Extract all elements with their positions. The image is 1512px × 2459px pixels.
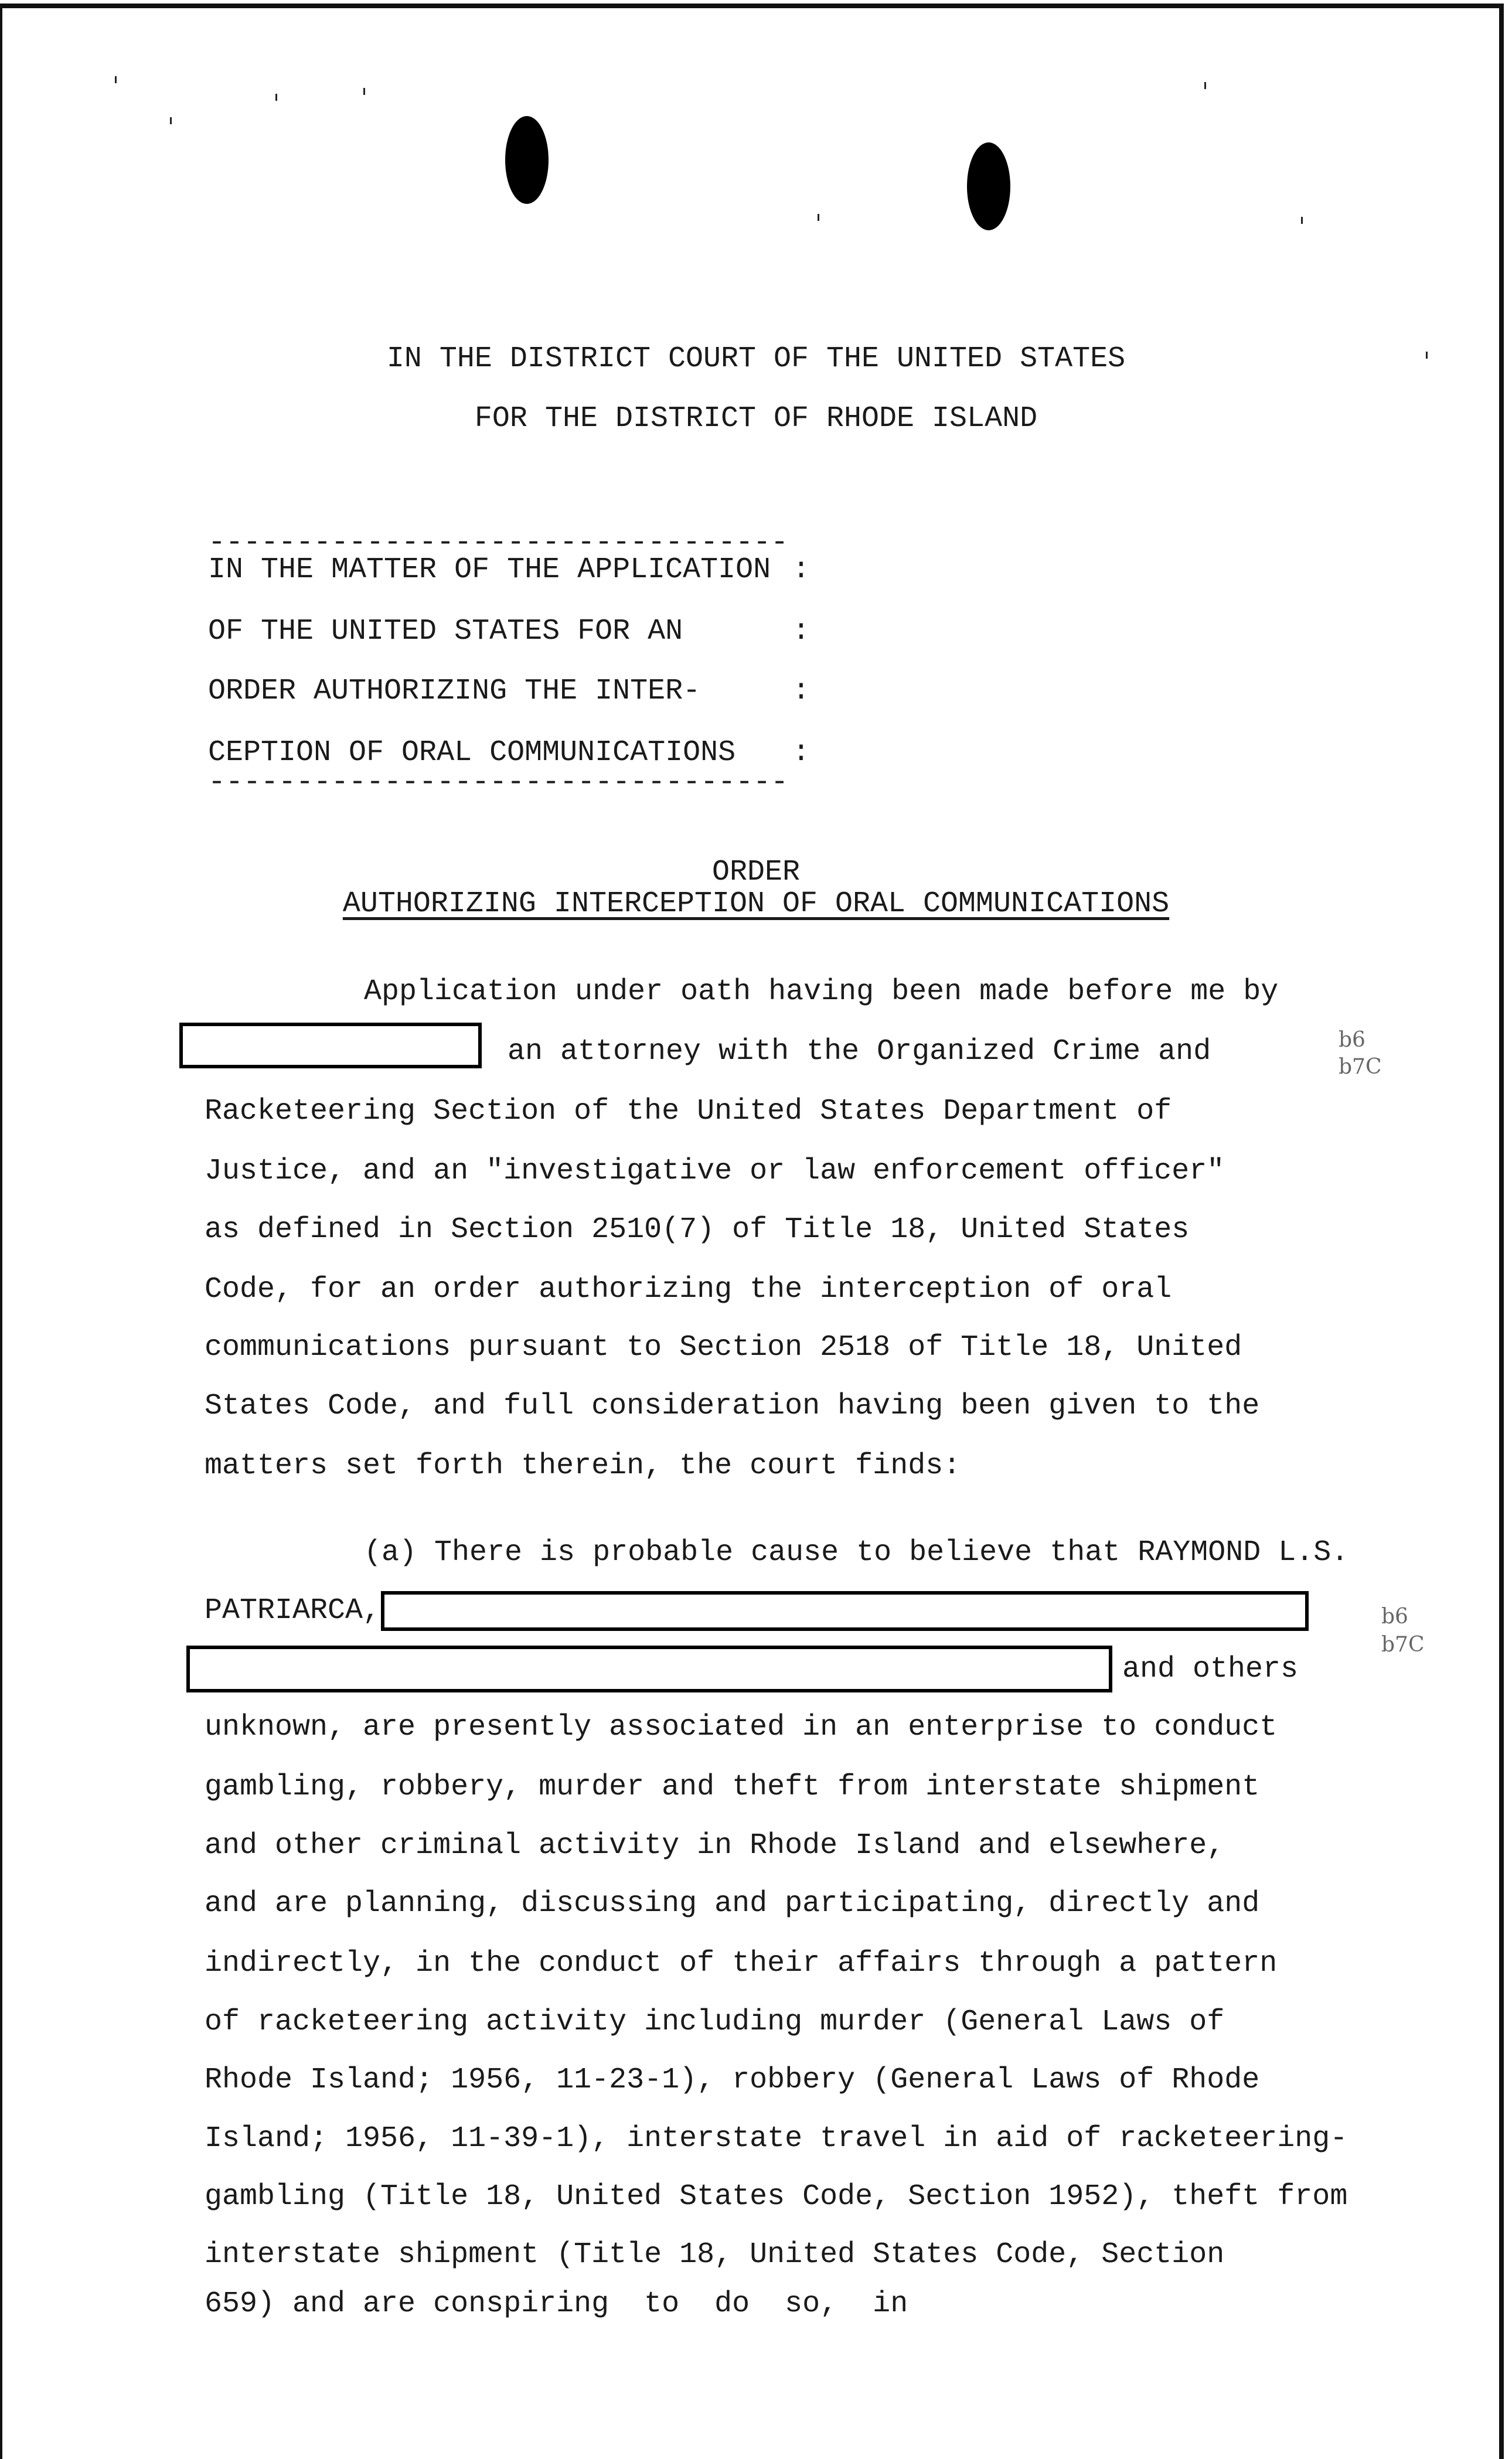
redaction-box: [186, 1646, 1112, 1692]
paragraph-a-line: and others: [1122, 1653, 1299, 1686]
scan-speck: [363, 88, 365, 95]
caption-colon: :: [792, 615, 811, 648]
paragraph-1-line: matters set forth therein, the court finds:: [205, 1449, 961, 1483]
paragraph-1-line: an attorney with the Organized Crime and: [508, 1035, 1211, 1068]
order-title: ORDER: [711, 856, 801, 889]
paragraph-a-line: unknown, are presently associated in an enterprise to conduct: [205, 1711, 1278, 1744]
redaction-code-b7c: b7C: [1381, 1633, 1425, 1657]
scan-speck: [1204, 82, 1206, 89]
caption-colon: :: [792, 675, 811, 708]
redaction-code-b6: b6: [1339, 1028, 1365, 1052]
paragraph-a-line: Rhode Island; 1956, 11-23-1), robbery (General Laws of Rhode: [205, 2063, 1260, 2097]
caption-rule-top: ---------------------------------: [208, 526, 789, 560]
caption-line-4: CEPTION OF ORAL COMMUNICATIONS: [208, 736, 736, 769]
paragraph-1-line: Application under oath having been made before me by: [364, 975, 1279, 1009]
punch-hole: [505, 116, 549, 204]
court-heading-line-1: IN THE DISTRICT COURT OF THE UNITED STATES: [386, 342, 1126, 376]
paragraph-a-line: PATRIARCA,: [205, 1594, 381, 1627]
paragraph-a-line: 659) and are conspiring to do so, in: [205, 2287, 908, 2321]
scan-speck: [1301, 217, 1303, 224]
scan-speck: [275, 94, 277, 101]
punch-hole: [967, 142, 1010, 230]
paragraph-a-line: (a) There is probable cause to believe that RAYMOND L.S.: [364, 1536, 1349, 1569]
redaction-code-b7c: b7C: [1339, 1055, 1382, 1079]
paragraph-a-line: gambling (Title 18, United States Code, Section 1952), theft from: [205, 2180, 1348, 2213]
caption-line-2: OF THE UNITED STATES FOR AN: [208, 615, 683, 648]
paragraph-1-line: States Code, and full consideration having been given to the: [205, 1389, 1260, 1423]
redaction-box: [381, 1591, 1309, 1631]
scan-speck: [115, 76, 117, 83]
caption-rule-bottom: ---------------------------------: [208, 766, 789, 799]
redaction-code-b6: b6: [1381, 1605, 1408, 1629]
paragraph-1-line: communications pursuant to Section 2518 of Title 18, United: [205, 1331, 1242, 1364]
scan-border-top: [0, 4, 1504, 8]
scan-speck: [170, 117, 172, 124]
caption-colon: :: [792, 736, 811, 769]
paragraph-a-line: indirectly, in the conduct of their affairs through a pattern: [205, 1947, 1278, 1980]
paragraph-1-line: Code, for an order authorizing the interception of oral: [205, 1273, 1172, 1306]
paragraph-a-line: and are planning, discussing and participating, directly and: [205, 1887, 1260, 1920]
caption-colon: :: [792, 553, 811, 587]
paragraph-a-line: gambling, robbery, murder and theft from interstate shipment: [205, 1770, 1260, 1804]
order-subtitle: AUTHORIZING INTERCEPTION OF ORAL COMMUNICATIONS: [342, 887, 1170, 921]
paragraph-1-line: as defined in Section 2510(7) of Title 18, United States: [205, 1213, 1190, 1246]
redaction-box: [179, 1023, 482, 1068]
paragraph-a-line: Island; 1956, 11-39-1), interstate travel in aid of racketeering-: [205, 2122, 1348, 2155]
order-subtitle-row: [0, 887, 1512, 922]
caption-line-1: IN THE MATTER OF THE APPLICATION: [208, 553, 771, 587]
paragraph-a-line: of racketeering activity including murder (General Laws of: [205, 2005, 1225, 2039]
caption-line-3: ORDER AUTHORIZING THE INTER-: [208, 675, 701, 708]
paragraph-1-line: Justice, and an "investigative or law enforcement officer": [205, 1154, 1225, 1188]
scan-speck: [818, 214, 819, 221]
paragraph-a-line: and other criminal activity in Rhode Island and elsewhere,: [205, 1829, 1225, 1862]
court-heading-line-2: FOR THE DISTRICT OF RHODE ISLAND: [474, 402, 1038, 435]
paragraph-a-line: interstate shipment (Title 18, United States Code, Section: [205, 2238, 1225, 2271]
paragraph-1-line: Racketeering Section of the United States Department of: [205, 1095, 1172, 1128]
